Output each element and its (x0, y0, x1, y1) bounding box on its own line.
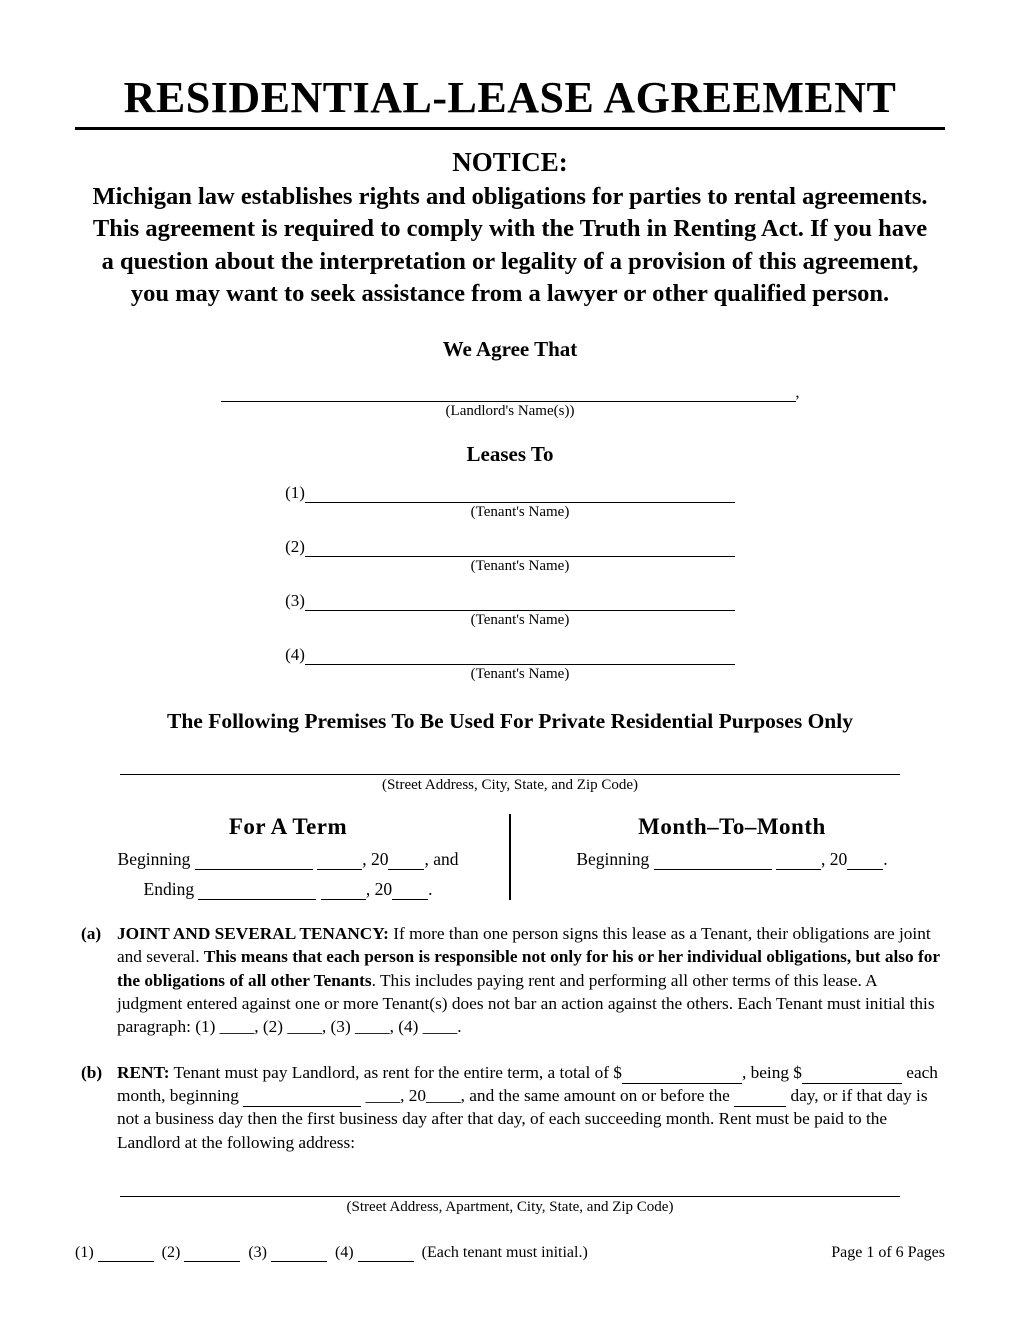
premises-address-field[interactable] (120, 756, 900, 775)
footer-initials (75, 1244, 588, 1262)
month-to-month-month-field[interactable] (654, 855, 772, 870)
leases-to-heading: Leases To (466, 441, 554, 466)
tenant-name-field-4[interactable] (305, 649, 735, 665)
for-a-term-ending-day-field[interactable] (321, 885, 366, 900)
footer-initial-field-4[interactable] (358, 1248, 414, 1262)
clause-bold-a: This means that each person is responsible not only for his or her individual obligations, but also for the obligations of all other Tenants (117, 947, 940, 990)
premises-heading: The Following Premises To Be Used For Private Residential Purposes Only (166, 708, 853, 733)
footer-initial-label-1: (1) (75, 1244, 94, 1261)
tenant-name-caption-4: (Tenant's Name) (470, 665, 570, 682)
clause-title-b: RENT: (117, 1062, 170, 1082)
clause-text-b-2: , being $ (741, 1062, 802, 1082)
tenant-number-1: (1) (285, 482, 305, 502)
month-to-month-suffix: , 20 (821, 848, 848, 869)
notice-heading: NOTICE: (452, 147, 568, 178)
clause-letter-a: (a) (81, 923, 102, 943)
tenant-name-field-2[interactable] (305, 541, 735, 557)
footer-initial-label-3: (3) (248, 1244, 267, 1261)
footer-initial-field-3[interactable] (271, 1248, 327, 1262)
clause-text-b-3: each month, beginning (117, 1062, 938, 1105)
for-a-term-beginning-row (75, 849, 501, 870)
clause-joint-and-several-tenancy (75, 922, 945, 1039)
clause-body-a (117, 922, 945, 1039)
footer-initial-field-1[interactable] (98, 1248, 154, 1262)
for-a-term-column (75, 814, 501, 900)
tenant-entry-4 (75, 645, 945, 683)
month-to-month-year-field[interactable] (847, 855, 883, 870)
tenant-entry-3 (75, 591, 945, 629)
rent-due-day-field[interactable] (734, 1092, 786, 1107)
footer-initial-label-2: (2) (161, 1244, 181, 1261)
for-a-term-beginning-month-field[interactable] (195, 855, 313, 870)
for-a-term-ending-tail: . (428, 878, 433, 899)
clause-title-a: JOINT AND SEVERAL TENANCY: (117, 923, 389, 943)
tenant-number-2: (2) (285, 536, 305, 556)
tenant-entry-1 (75, 483, 945, 521)
term-section (75, 814, 945, 900)
for-a-term-beginning-day-field[interactable] (317, 855, 362, 870)
tenant-name-caption-1: (Tenant's Name) (470, 503, 570, 520)
for-a-term-ending-year-field[interactable] (392, 885, 428, 900)
for-a-term-heading: For A Term (228, 813, 348, 839)
tenant-name-caption-3: (Tenant's Name) (470, 611, 570, 628)
clause-rent (75, 1061, 945, 1154)
tenant-name-caption-2: (Tenant's Name) (470, 557, 570, 574)
tenant-number-4: (4) (285, 644, 305, 664)
tenant-name-field-1[interactable] (305, 487, 735, 503)
we-agree-that-heading: We Agree That (442, 336, 578, 361)
clause-text-b-5: day, or if that day is not a business day then the first business day after that day, of each succeeding month. Rent must be paid to the Landlord at the following address: (117, 1085, 928, 1152)
month-to-month-beginning-row (519, 849, 945, 870)
page-number: Page 1 of 6 Pages (831, 1244, 945, 1261)
for-a-term-beginning-year-field[interactable] (388, 855, 424, 870)
month-to-month-tail: . (883, 848, 888, 869)
rent-beginning-month-field[interactable] (243, 1092, 361, 1107)
clause-text-b-4: ____, 20____, and the same amount on or before the (361, 1085, 735, 1105)
for-a-term-ending-suffix: , 20 (365, 878, 393, 899)
footer-initial-note: (Each tenant must initial.) (421, 1244, 588, 1261)
clause-text-a-2: . This includes paying rent and performing all other terms of this lease. A judgment entered against one or more Tenant(s) does not bar an action against the others. Each Tenant must initial this paragraph: (1) ____, (2) ____, (3) ____, (4) ____. (117, 970, 935, 1037)
month-to-month-day-field[interactable] (776, 855, 821, 870)
clause-text-a-1: If more than one person signs this lease as a Tenant, their obligations are joint and several. (117, 923, 931, 967)
clause-text-b-1: Tenant must pay Landlord, as rent for the entire term, a total of $ (169, 1062, 622, 1082)
clause-letter-b: (b) (81, 1062, 103, 1082)
landlord-name-caption: (Landlord's Name(s)) (445, 402, 575, 419)
tenant-name-field-3[interactable] (305, 595, 735, 611)
term-column-divider (509, 814, 511, 900)
landlord-name-field[interactable] (221, 385, 796, 402)
tenant-entry-2 (75, 537, 945, 575)
page-title: RESIDENTIAL-LEASE AGREEMENT (123, 73, 897, 122)
clause-body-b (117, 1061, 945, 1154)
notice-body: Michigan law establishes rights and obligations for parties to rental agreements. This agreement is required to comply with the Truth in Renting Act. If you have a question about the interpretation or legality of a provision of this agreement, you may want to seek assistance from a lawyer or other qualified person. (92, 182, 928, 308)
footer-initial-label-4: (4) (334, 1244, 354, 1261)
rent-payment-address-field[interactable] (120, 1178, 900, 1197)
for-a-term-beginning-tail: , and (424, 848, 459, 869)
for-a-term-beginning-label: Beginning (117, 848, 191, 869)
for-a-term-ending-month-field[interactable] (198, 885, 316, 900)
landlord-name-row (75, 384, 945, 402)
for-a-term-ending-row (75, 879, 501, 900)
for-a-term-ending-label: Ending (143, 878, 195, 899)
for-a-term-beginning-suffix: , 20 (362, 848, 389, 869)
rent-monthly-field[interactable] (802, 1069, 902, 1084)
tenant-number-3: (3) (285, 590, 305, 610)
landlord-trailing-comma: , (795, 383, 800, 401)
premises-address-caption: (Street Address, City, State, and Zip Code) (381, 776, 639, 793)
page-footer (75, 1244, 945, 1262)
month-to-month-column (519, 814, 945, 900)
rent-payment-address-caption: (Street Address, Apartment, City, State, and Zip Code) (346, 1198, 674, 1215)
footer-initial-field-2[interactable] (184, 1248, 240, 1262)
month-to-month-beginning-label: Beginning (576, 848, 650, 869)
rent-total-field[interactable] (622, 1069, 742, 1084)
title-block (75, 75, 945, 130)
month-to-month-heading: Month–To–Month (638, 813, 826, 839)
